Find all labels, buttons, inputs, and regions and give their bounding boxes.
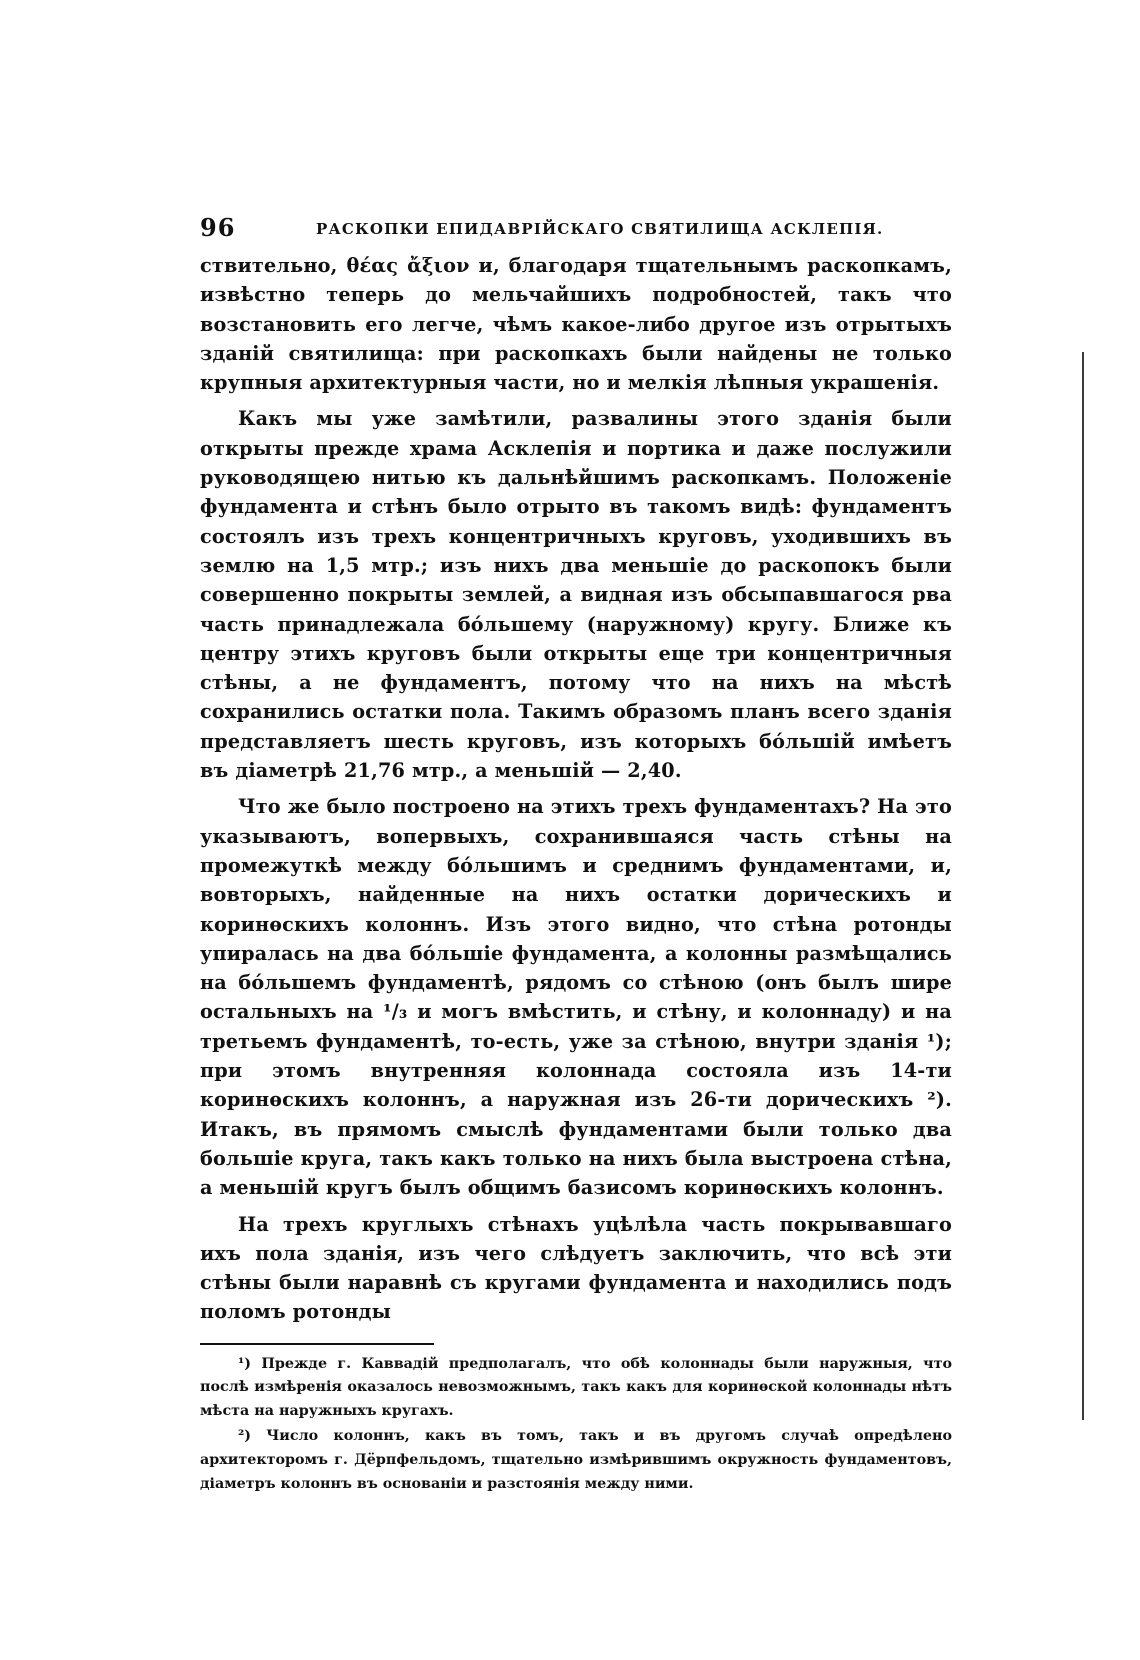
footnote-2: ²) Число колоннъ, какъ въ томъ, такъ и въ другомъ случаѣ опредѣлено архитекторомъ г. Дёрпфельдомъ, тщательно измѣрившимъ окружность фундаментовъ, діаметръ колоннъ въ основаніи и разстоянія между ними.: [200, 1428, 952, 1492]
paragraph: На трехъ круглыхъ стѣнахъ уцѣлѣла часть покрывавшаго ихъ пола зданія, изъ чего слѣдуетъ заключить, что всѣ эти стѣны были наравнѣ съ кругами фундамента и находились подъ поломъ ротонды: [200, 1212, 952, 1324]
book-page: [200, 213, 952, 1496]
page-header: [200, 213, 952, 243]
page-number: 96: [200, 213, 236, 242]
scan-margin-line: [1082, 352, 1084, 1420]
footnotes: [200, 1353, 952, 1497]
body-text: [200, 251, 952, 1327]
footnote-1: ¹) Прежде г. Каввадій предполагалъ, что обѣ колоннады были наружныя, что послѣ измѣренія оказалось невозможнымъ, такъ какъ для коринѳской колоннады нѣтъ мѣста на наружныхъ кругахъ.: [200, 1355, 952, 1419]
running-title: РАСКОПКИ ЕПИДАВРІЙСКАГО СВЯТИЛИЩА АСКЛЕПІЯ.: [316, 220, 884, 238]
paragraph-continued: ствительно, θέας ἄξιον и, благодаря тщательнымъ раскопкамъ, извѣстно теперь до мельчайшихъ подробностей, такъ что возстановить его легче, чѣмъ какое-либо другое изъ отрытыхъ зданій святилища: при раскопкахъ были найдены не только крупныя архитектурныя части, но и мелкія лѣпныя украшенія.: [200, 254, 952, 395]
paragraph: Какъ мы уже замѣтили, развалины этого зданія были открыты прежде храма Асклепія и портика и даже послужили руководящею нитью къ дальнѣйшимъ раскопкамъ. Положеніе фундамента и стѣнъ было отрыто въ такомъ видѣ: фундаментъ состоялъ изъ трехъ концентричныхъ круговъ, уходившихъ въ землю на 1,5 мтр.; изъ нихъ два меньшіе до раскопокъ были совершенно покрыты землей, а видная изъ обсыпавшагося рва часть принадлежала бо́льшему (наружному) кругу. Ближе къ центру этихъ круговъ были открыты еще три концентричныя стѣны, а не фундаментъ, потому что на нихъ на мѣстѣ сохранились остатки пола. Такимъ образомъ планъ всего зданія представляетъ шесть круговъ, изъ которыхъ бо́льшій имѣетъ въ діаметрѣ 21,76 мтр., а меньшій — 2,40.: [200, 407, 952, 783]
paragraph: Что же было построено на этихъ трехъ фундаментахъ? На это указываютъ, вопервыхъ, сохранившаяся часть стѣны на промежуткѣ между бо́льшимъ и среднимъ фундаментами, и, вовторыхъ, найденные на нихъ остатки дорическихъ и коринѳскихъ колоннъ. Изъ этого видно, что стѣна ротонды упиралась на два бо́льшіе фундамента, а колонны размѣщались на бо́льшемъ фундаментѣ, рядомъ со стѣною (онъ былъ шире остальныхъ на ¹/₃ и могъ вмѣстить, и стѣну, и колоннаду) и на третьемъ фундаментѣ, то-есть, уже за стѣною, внутри зданія ¹); при этомъ внутренняя колоннада состояла изъ 14-ти коринѳскихъ колоннъ, а наружная изъ 26-ти дорическихъ ²). Итакъ, въ прямомъ смыслѣ фундаментами были только два большіе круга, такъ какъ только на нихъ была выстроена стѣна, а меньшій кругъ былъ общимъ базисомъ коринѳскихъ колоннъ.: [200, 795, 952, 1200]
footnote-separator: [200, 1343, 434, 1345]
